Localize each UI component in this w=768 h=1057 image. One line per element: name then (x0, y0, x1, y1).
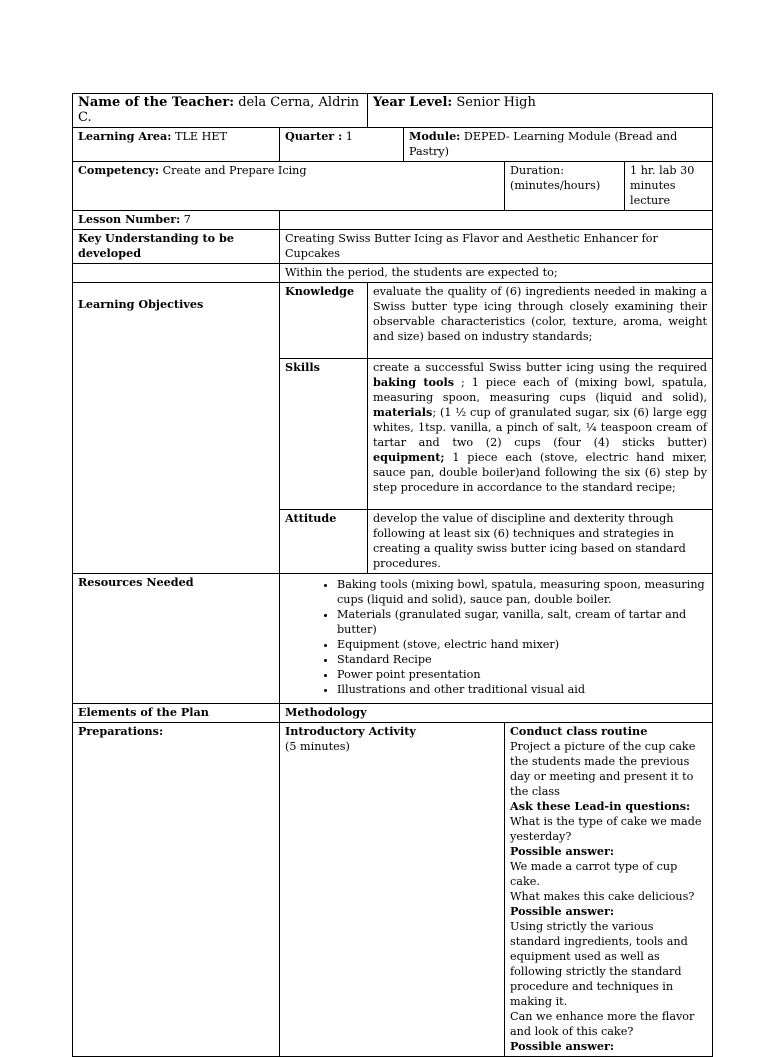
attitude-label: Attitude (280, 510, 368, 574)
quarter-cell (280, 128, 404, 162)
competency-cell (73, 162, 505, 211)
teacher-label: Name of the Teacher: (78, 95, 235, 110)
elements-label: Elements of the Plan (73, 704, 280, 723)
preparations-label: Preparations: (73, 723, 280, 1057)
activity-line: Can we enhance more the flavor and look of this cake? (510, 1010, 695, 1038)
resource-item: • Equipment (stove, electric hand mixer) (337, 637, 707, 652)
activity-line: Using strictly the various standard ingredients, tools and equipment used as well as following strictly the standard procedure and techniques in making it. (510, 920, 688, 1008)
resource-item: • Materials (granulated sugar, vanilla, salt, cream of tartar and butter) (337, 607, 707, 637)
header-row (73, 94, 713, 128)
skills-baking-tools: baking tools (373, 375, 454, 389)
activity-line: What is the type of cake we made yesterday? (510, 815, 702, 843)
year-level-label: Year Level: (373, 95, 453, 110)
learning-area-value: TLE HET (175, 130, 227, 143)
activity-line: Conduct class routine (510, 724, 648, 738)
learning-area-row (73, 128, 713, 162)
activity-line: Project a picture of the cup cake the students made the previous day or meeting and present it to the class (510, 740, 696, 798)
year-level-value: Senior High (456, 95, 536, 110)
module-cell (404, 128, 713, 162)
attitude-text: develop the value of discipline and dexterity through following at least six (6) techniques and strategies in creating a quality swiss butter icing based on standard procedures. (368, 510, 713, 574)
activity-line: Ask these Lead-in questions: (510, 799, 691, 813)
knowledge-label: Knowledge (280, 283, 368, 359)
module-label: Module: (409, 129, 461, 143)
quarter-label: Quarter : (285, 129, 343, 143)
quarter-value: 1 (345, 130, 353, 143)
teacher-value: dela Cerna, Aldrin C. (78, 95, 360, 125)
skills-text-part: create a successful Swiss butter icing using the required (373, 361, 708, 374)
key-understanding-value: Creating Swiss Butter Icing as Flavor and Aesthetic Enhancer for Cupcakes (280, 230, 713, 264)
activity-line: Possible answer: (510, 1039, 614, 1053)
knowledge-text: evaluate the quality of (6) ingredients needed in making a Swiss butter type icing through closely examining their observable characteristics (color, texture, aroma, weight and size) based on industry standards; (368, 283, 713, 359)
competency-value: Create and Prepare Icing (162, 164, 307, 177)
resource-item: • Baking tools (mixing bowl, spatula, measuring spoon, measuring cups (liquid and solid), sauce pan, double boiler. (337, 577, 707, 607)
lesson-plan-table (72, 93, 713, 1057)
lesson-number-row (73, 211, 713, 230)
teacher-cell (73, 94, 368, 128)
resources-label: Resources Needed (73, 574, 280, 704)
resource-item: • Illustrations and other traditional visual aid (337, 682, 707, 697)
methodology-label: Methodology (280, 704, 713, 723)
skills-text (368, 359, 713, 510)
lesson-number-empty-cell (280, 211, 713, 230)
resource-item: • Power point presentation (337, 667, 707, 682)
skills-equipment: equipment; (373, 450, 445, 464)
objectives-intro: Within the period, the students are expected to; (280, 264, 713, 283)
key-understanding-row (73, 230, 713, 264)
module-value: DEPED- Learning Module (Bread and Pastry) (409, 130, 678, 158)
introductory-activity-cell (280, 723, 505, 1057)
skills-text-part: ; (1 ½ cup of granulated sugar, six (6) large egg whites, 1tsp. vanilla, a pinch of salt, ¼ teaspoon cream of tartar and two (2) cups (four (4) sticks butter) (373, 406, 708, 449)
knowledge-row (73, 283, 713, 359)
duration-label: Duration: (minutes/hours) (505, 162, 625, 211)
competency-row (73, 162, 713, 211)
lesson-number-label: Lesson Number: (78, 212, 181, 226)
activity-line: What makes this cake delicious? (510, 890, 695, 903)
elements-row (73, 704, 713, 723)
learning-objectives-label: Learning Objectives (73, 283, 280, 574)
introductory-activity-time: (5 minutes) (285, 740, 350, 753)
lesson-number-cell (73, 211, 280, 230)
objectives-intro-empty-cell (73, 264, 280, 283)
learning-area-label: Learning Area: (78, 129, 172, 143)
objectives-intro-row (73, 264, 713, 283)
duration-value: 1 hr. lab 30 minutes lecture (625, 162, 713, 211)
activity-line: Possible answer: (510, 844, 614, 858)
introductory-activity-label: Introductory Activity (285, 724, 416, 738)
key-understanding-label: Key Understanding to be developed (73, 230, 280, 264)
activity-line: Possible answer: (510, 904, 614, 918)
activity-details-cell (505, 723, 713, 1057)
resources-cell (280, 574, 713, 704)
skills-materials: materials (373, 405, 433, 419)
skills-label: Skills (280, 359, 368, 510)
skills-text-part: 1 piece each (stove, electric hand mixer, sauce pan, double boiler)and following the six (6) step by step procedure in accordance to the standard recipe; (373, 451, 708, 494)
lesson-number-value: 7 (183, 213, 191, 226)
competency-label: Competency: (78, 163, 160, 177)
skills-text-part: ; 1 piece each of (mixing bowl, spatula, measuring spoon, measuring cups (liquid and solid), (373, 376, 708, 404)
resources-row (73, 574, 713, 704)
resources-list (285, 577, 707, 697)
activity-line: We made a carrot type of cup cake. (510, 860, 678, 888)
preparations-row (73, 723, 713, 1057)
year-level-cell (368, 94, 713, 128)
learning-area-cell (73, 128, 280, 162)
resource-item: • Standard Recipe (337, 652, 707, 667)
